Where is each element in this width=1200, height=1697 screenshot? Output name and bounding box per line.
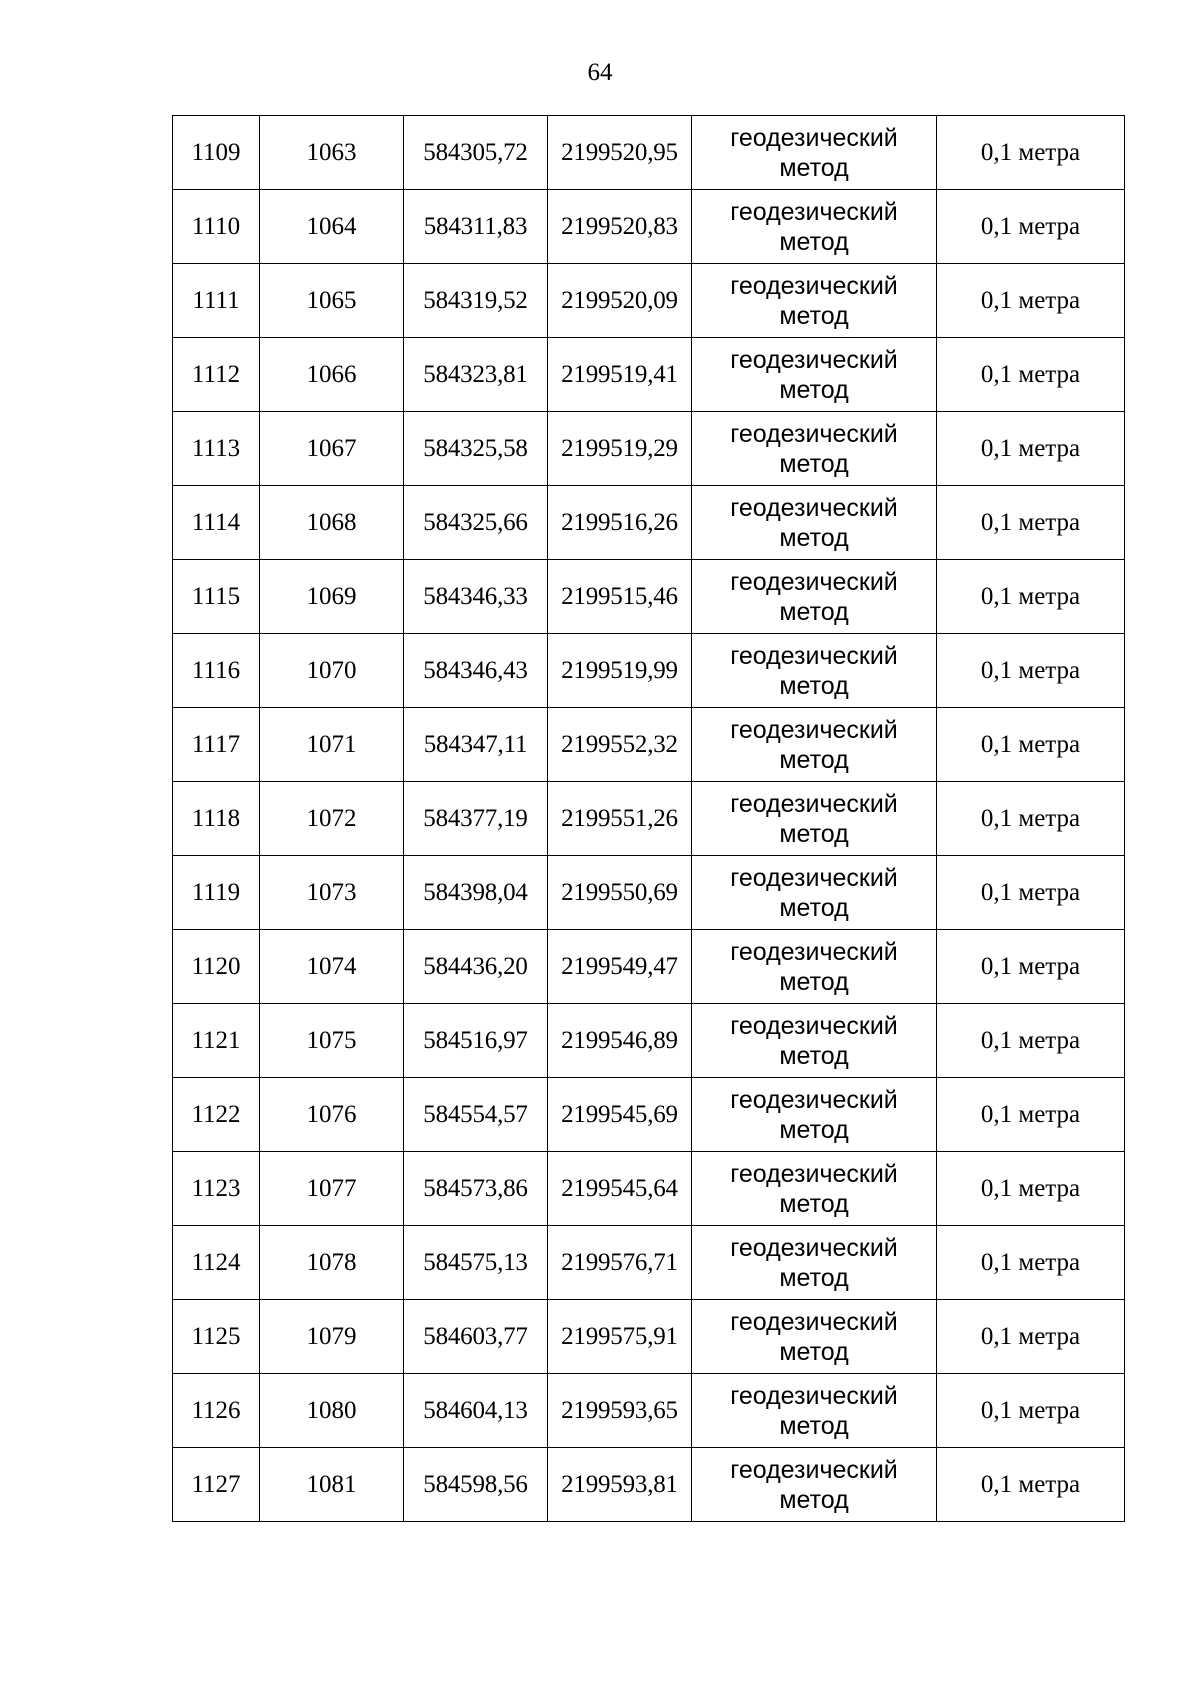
table-row xyxy=(173,782,1125,856)
cell-point-number: 1074 xyxy=(260,930,404,1004)
method-line-2: метод xyxy=(779,153,849,182)
cell-y-coordinate: 2199516,26 xyxy=(548,486,692,560)
cell-method xyxy=(692,930,937,1004)
cell-y-coordinate: 2199520,95 xyxy=(548,116,692,190)
method-line-1: геодезический xyxy=(730,197,898,226)
cell-accuracy: 0,1 метра xyxy=(937,634,1125,708)
table-row xyxy=(173,486,1125,560)
table-row xyxy=(173,264,1125,338)
table-row xyxy=(173,1448,1125,1522)
method-line-1: геодезический xyxy=(730,567,898,596)
method-line-2: метод xyxy=(779,671,849,700)
cell-point-number: 1079 xyxy=(260,1300,404,1374)
table-row xyxy=(173,1300,1125,1374)
cell-x-coordinate: 584603,77 xyxy=(404,1300,548,1374)
cell-y-coordinate: 2199575,91 xyxy=(548,1300,692,1374)
method-line-1: геодезический xyxy=(730,345,898,374)
cell-point-number: 1070 xyxy=(260,634,404,708)
method-line-1: геодезический xyxy=(730,123,898,152)
cell-point-number: 1063 xyxy=(260,116,404,190)
cell-row-number: 1118 xyxy=(173,782,260,856)
cell-accuracy: 0,1 метра xyxy=(937,560,1125,634)
method-line-2: метод xyxy=(779,301,849,330)
cell-y-coordinate: 2199593,65 xyxy=(548,1374,692,1448)
cell-row-number: 1117 xyxy=(173,708,260,782)
method-line-1: геодезический xyxy=(730,1159,898,1188)
cell-accuracy: 0,1 метра xyxy=(937,1078,1125,1152)
cell-row-number: 1126 xyxy=(173,1374,260,1448)
cell-x-coordinate: 584573,86 xyxy=(404,1152,548,1226)
method-line-1: геодезический xyxy=(730,715,898,744)
table-row xyxy=(173,338,1125,412)
cell-point-number: 1080 xyxy=(260,1374,404,1448)
cell-y-coordinate: 2199519,41 xyxy=(548,338,692,412)
table-row xyxy=(173,116,1125,190)
cell-accuracy: 0,1 метра xyxy=(937,486,1125,560)
cell-accuracy: 0,1 метра xyxy=(937,1226,1125,1300)
cell-row-number: 1120 xyxy=(173,930,260,1004)
cell-method xyxy=(692,264,937,338)
method-line-2: метод xyxy=(779,449,849,478)
cell-method xyxy=(692,412,937,486)
cell-row-number: 1112 xyxy=(173,338,260,412)
table-row xyxy=(173,930,1125,1004)
cell-point-number: 1073 xyxy=(260,856,404,930)
cell-y-coordinate: 2199551,26 xyxy=(548,782,692,856)
cell-point-number: 1081 xyxy=(260,1448,404,1522)
cell-row-number: 1115 xyxy=(173,560,260,634)
cell-x-coordinate: 584323,81 xyxy=(404,338,548,412)
cell-row-number: 1125 xyxy=(173,1300,260,1374)
cell-method xyxy=(692,338,937,412)
method-line-2: метод xyxy=(779,227,849,256)
cell-method xyxy=(692,1374,937,1448)
cell-accuracy: 0,1 метра xyxy=(937,116,1125,190)
method-line-2: метод xyxy=(779,745,849,774)
cell-x-coordinate: 584346,33 xyxy=(404,560,548,634)
cell-x-coordinate: 584377,19 xyxy=(404,782,548,856)
cell-accuracy: 0,1 метра xyxy=(937,264,1125,338)
cell-row-number: 1116 xyxy=(173,634,260,708)
cell-x-coordinate: 584604,13 xyxy=(404,1374,548,1448)
method-line-1: геодезический xyxy=(730,1307,898,1336)
cell-y-coordinate: 2199520,83 xyxy=(548,190,692,264)
cell-y-coordinate: 2199520,09 xyxy=(548,264,692,338)
cell-x-coordinate: 584516,97 xyxy=(404,1004,548,1078)
method-line-2: метод xyxy=(779,1189,849,1218)
cell-accuracy: 0,1 метра xyxy=(937,782,1125,856)
method-line-1: геодезический xyxy=(730,1011,898,1040)
cell-point-number: 1067 xyxy=(260,412,404,486)
cell-x-coordinate: 584305,72 xyxy=(404,116,548,190)
cell-method xyxy=(692,1226,937,1300)
cell-point-number: 1075 xyxy=(260,1004,404,1078)
cell-y-coordinate: 2199545,64 xyxy=(548,1152,692,1226)
cell-x-coordinate: 584554,57 xyxy=(404,1078,548,1152)
cell-method xyxy=(692,1152,937,1226)
cell-method xyxy=(692,856,937,930)
method-line-1: геодезический xyxy=(730,493,898,522)
cell-y-coordinate: 2199549,47 xyxy=(548,930,692,1004)
cell-y-coordinate: 2199552,32 xyxy=(548,708,692,782)
cell-row-number: 1127 xyxy=(173,1448,260,1522)
table-row xyxy=(173,412,1125,486)
table-row xyxy=(173,560,1125,634)
cell-y-coordinate: 2199519,99 xyxy=(548,634,692,708)
cell-accuracy: 0,1 метра xyxy=(937,412,1125,486)
cell-point-number: 1064 xyxy=(260,190,404,264)
cell-y-coordinate: 2199546,89 xyxy=(548,1004,692,1078)
cell-accuracy: 0,1 метра xyxy=(937,1300,1125,1374)
cell-method xyxy=(692,116,937,190)
cell-accuracy: 0,1 метра xyxy=(937,1448,1125,1522)
cell-row-number: 1122 xyxy=(173,1078,260,1152)
method-line-2: метод xyxy=(779,1337,849,1366)
cell-accuracy: 0,1 метра xyxy=(937,1152,1125,1226)
cell-accuracy: 0,1 метра xyxy=(937,1374,1125,1448)
table-row xyxy=(173,1374,1125,1448)
cell-point-number: 1077 xyxy=(260,1152,404,1226)
cell-row-number: 1124 xyxy=(173,1226,260,1300)
cell-point-number: 1066 xyxy=(260,338,404,412)
cell-point-number: 1069 xyxy=(260,560,404,634)
table-row xyxy=(173,856,1125,930)
cell-x-coordinate: 584346,43 xyxy=(404,634,548,708)
cell-row-number: 1113 xyxy=(173,412,260,486)
cell-point-number: 1071 xyxy=(260,708,404,782)
table-row xyxy=(173,634,1125,708)
coordinates-table xyxy=(172,115,1125,1522)
cell-accuracy: 0,1 метра xyxy=(937,930,1125,1004)
table-row xyxy=(173,1004,1125,1078)
table-row xyxy=(173,1078,1125,1152)
cell-method xyxy=(692,1004,937,1078)
method-line-2: метод xyxy=(779,523,849,552)
method-line-1: геодезический xyxy=(730,937,898,966)
cell-y-coordinate: 2199519,29 xyxy=(548,412,692,486)
page-number: 64 xyxy=(587,59,613,86)
cell-method xyxy=(692,708,937,782)
table-row xyxy=(173,1226,1125,1300)
method-line-2: метод xyxy=(779,1041,849,1070)
cell-x-coordinate: 584347,11 xyxy=(404,708,548,782)
cell-y-coordinate: 2199576,71 xyxy=(548,1226,692,1300)
cell-y-coordinate: 2199545,69 xyxy=(548,1078,692,1152)
cell-method xyxy=(692,782,937,856)
cell-row-number: 1119 xyxy=(173,856,260,930)
method-line-2: метод xyxy=(779,1263,849,1292)
table-row xyxy=(173,1152,1125,1226)
table-row xyxy=(173,190,1125,264)
cell-x-coordinate: 584436,20 xyxy=(404,930,548,1004)
cell-x-coordinate: 584398,04 xyxy=(404,856,548,930)
cell-accuracy: 0,1 метра xyxy=(937,1004,1125,1078)
cell-row-number: 1111 xyxy=(173,264,260,338)
cell-point-number: 1065 xyxy=(260,264,404,338)
cell-x-coordinate: 584325,66 xyxy=(404,486,548,560)
cell-method xyxy=(692,1300,937,1374)
method-line-1: геодезический xyxy=(730,1085,898,1114)
cell-method xyxy=(692,634,937,708)
cell-accuracy: 0,1 метра xyxy=(937,190,1125,264)
cell-y-coordinate: 2199550,69 xyxy=(548,856,692,930)
cell-point-number: 1076 xyxy=(260,1078,404,1152)
cell-x-coordinate: 584598,56 xyxy=(404,1448,548,1522)
cell-y-coordinate: 2199593,81 xyxy=(548,1448,692,1522)
cell-x-coordinate: 584575,13 xyxy=(404,1226,548,1300)
cell-row-number: 1121 xyxy=(173,1004,260,1078)
method-line-2: метод xyxy=(779,967,849,996)
cell-accuracy: 0,1 метра xyxy=(937,338,1125,412)
method-line-1: геодезический xyxy=(730,789,898,818)
cell-row-number: 1110 xyxy=(173,190,260,264)
coordinates-table-body xyxy=(173,116,1125,1522)
method-line-1: геодезический xyxy=(730,1455,898,1484)
cell-x-coordinate: 584319,52 xyxy=(404,264,548,338)
method-line-2: метод xyxy=(779,1485,849,1514)
cell-row-number: 1109 xyxy=(173,116,260,190)
method-line-1: геодезический xyxy=(730,641,898,670)
table-row xyxy=(173,708,1125,782)
cell-point-number: 1072 xyxy=(260,782,404,856)
cell-method xyxy=(692,560,937,634)
method-line-1: геодезический xyxy=(730,863,898,892)
cell-row-number: 1123 xyxy=(173,1152,260,1226)
method-line-2: метод xyxy=(779,597,849,626)
cell-accuracy: 0,1 метра xyxy=(937,856,1125,930)
cell-accuracy: 0,1 метра xyxy=(937,708,1125,782)
cell-method xyxy=(692,190,937,264)
method-line-2: метод xyxy=(779,893,849,922)
cell-method xyxy=(692,486,937,560)
method-line-1: геодезический xyxy=(730,271,898,300)
cell-point-number: 1078 xyxy=(260,1226,404,1300)
cell-point-number: 1068 xyxy=(260,486,404,560)
cell-x-coordinate: 584325,58 xyxy=(404,412,548,486)
method-line-1: геодезический xyxy=(730,1381,898,1410)
method-line-1: геодезический xyxy=(730,419,898,448)
cell-row-number: 1114 xyxy=(173,486,260,560)
cell-method xyxy=(692,1448,937,1522)
method-line-2: метод xyxy=(779,1411,849,1440)
method-line-2: метод xyxy=(779,819,849,848)
cell-method xyxy=(692,1078,937,1152)
cell-x-coordinate: 584311,83 xyxy=(404,190,548,264)
method-line-2: метод xyxy=(779,1115,849,1144)
cell-y-coordinate: 2199515,46 xyxy=(548,560,692,634)
method-line-2: метод xyxy=(779,375,849,404)
method-line-1: геодезический xyxy=(730,1233,898,1262)
